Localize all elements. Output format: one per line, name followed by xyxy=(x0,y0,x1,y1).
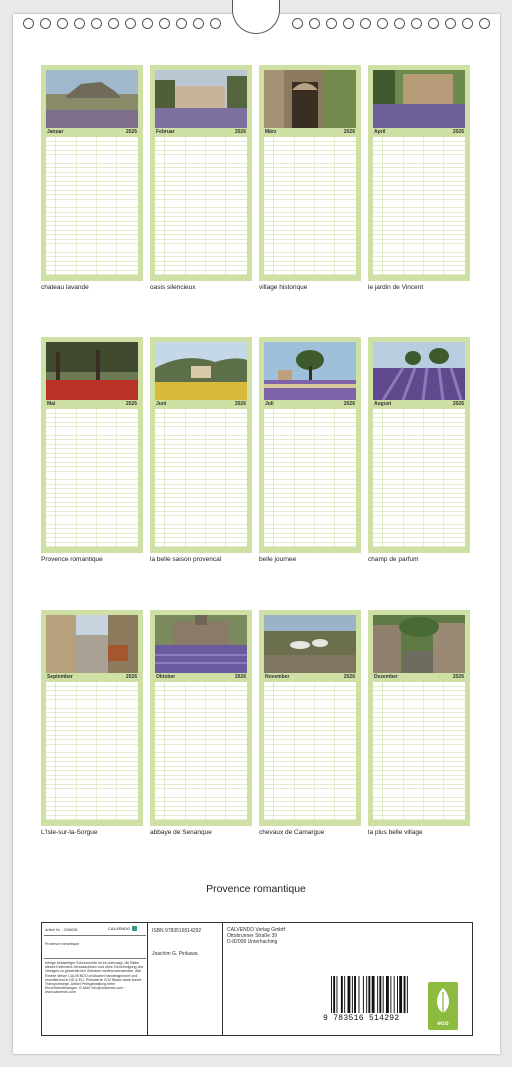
month-photo xyxy=(46,70,138,128)
month-header xyxy=(373,401,465,408)
month-caption: la belle saison provencal xyxy=(150,556,222,563)
month-photo xyxy=(264,70,356,128)
divider xyxy=(44,935,146,936)
month-panel xyxy=(259,610,361,836)
binding-hole xyxy=(360,18,371,29)
month-header xyxy=(264,674,356,681)
barcode-bar xyxy=(397,976,398,1013)
month-caption: oasis silencieux xyxy=(150,284,196,291)
month-header xyxy=(46,129,138,136)
barcode-bar xyxy=(386,976,389,1013)
month-name: Oktober xyxy=(156,674,176,680)
divider xyxy=(44,958,146,959)
month-year: 2026 xyxy=(452,401,464,407)
month-day-grid xyxy=(46,409,138,547)
month-caption: champ de parfum xyxy=(368,556,419,563)
barcode-bar xyxy=(337,976,338,1013)
month-day-grid xyxy=(155,137,247,275)
publisher-logo-text: CALVENDO xyxy=(108,926,131,931)
month-photo xyxy=(155,70,247,128)
month-year: 2026 xyxy=(125,674,137,680)
month-year: 2026 xyxy=(125,401,137,407)
publisher-address xyxy=(227,927,327,945)
barcode-bar xyxy=(344,976,345,1013)
barcode-bar xyxy=(379,976,381,1013)
month-header xyxy=(373,129,465,136)
binding-hole xyxy=(462,18,473,29)
barcode-bar xyxy=(352,976,353,1013)
binding-hole xyxy=(411,18,422,29)
barcode-bar xyxy=(404,976,406,1013)
month-name: August xyxy=(374,401,392,407)
info-column-left xyxy=(42,923,148,1035)
eco-label: eco xyxy=(437,1020,449,1027)
publisher-line: Ottobrunner Straße 39 xyxy=(227,933,278,939)
binding-hole xyxy=(125,18,136,29)
barcode-bar xyxy=(331,976,332,1013)
barcode-bar xyxy=(333,976,335,1013)
binding-hole xyxy=(74,18,85,29)
binding-hole xyxy=(91,18,102,29)
binding-hole xyxy=(210,18,221,29)
month-header xyxy=(373,674,465,681)
month-caption: la plus belle village xyxy=(368,829,423,836)
month-panel xyxy=(368,337,470,563)
month-name: März xyxy=(265,129,277,135)
month-photo xyxy=(46,615,138,673)
binding-hole xyxy=(479,18,490,29)
barcode-bar xyxy=(372,976,375,1013)
month-name: Dezember xyxy=(374,674,398,680)
author: Joachim G. Pinkawa xyxy=(152,951,198,957)
binding-hole xyxy=(394,18,405,29)
month-day-grid xyxy=(46,137,138,275)
month-name: November xyxy=(265,674,290,680)
month-caption: chevaux de Camargue xyxy=(259,829,325,836)
month-header xyxy=(46,401,138,408)
month-caption: Provence romantique xyxy=(41,556,103,563)
month-name: Mai xyxy=(47,401,56,407)
barcode-bar xyxy=(399,976,402,1013)
logo-square-icon xyxy=(132,926,137,931)
month-photo xyxy=(264,615,356,673)
month-photo xyxy=(264,342,356,400)
month-header xyxy=(46,674,138,681)
binding-hole xyxy=(309,18,320,29)
month-year: 2026 xyxy=(234,129,246,135)
month-year: 2026 xyxy=(234,674,246,680)
leaf-icon xyxy=(433,986,453,1016)
barcode-bar xyxy=(407,976,408,1013)
month-panel xyxy=(150,337,252,563)
binding-hole xyxy=(292,18,303,29)
month-panel xyxy=(41,610,143,836)
month-photo xyxy=(373,342,465,400)
month-panel xyxy=(259,337,361,563)
binding-hole xyxy=(40,18,51,29)
month-header xyxy=(155,129,247,136)
month-name: September xyxy=(47,674,73,680)
month-panel xyxy=(368,65,470,291)
barcode-bar xyxy=(359,976,360,1013)
month-year: 2026 xyxy=(343,401,355,407)
binding-hole xyxy=(57,18,68,29)
month-panel xyxy=(368,610,470,836)
month-caption: chateau lavande xyxy=(41,284,89,291)
binding-hole xyxy=(326,18,337,29)
article-number: Artikel Nr. : 2066026 xyxy=(45,928,78,932)
month-day-grid xyxy=(46,682,138,820)
barcode-bar xyxy=(366,976,367,1013)
barcode-bar xyxy=(354,976,356,1013)
barcode-bar xyxy=(390,976,391,1013)
barcode-digits: 9 783516 514292 xyxy=(323,1014,400,1023)
month-photo xyxy=(373,615,465,673)
month-day-grid xyxy=(264,137,356,275)
month-day-grid xyxy=(264,682,356,820)
barcode-bar xyxy=(341,976,343,1013)
publisher-line: D-82008 Unterhaching xyxy=(227,939,278,945)
binding-hole xyxy=(159,18,170,29)
month-year: 2026 xyxy=(343,674,355,680)
binding-hole xyxy=(377,18,388,29)
barcode xyxy=(323,976,423,1022)
binding-hole xyxy=(108,18,119,29)
calendar-title: Provence romantique xyxy=(206,883,306,895)
binding-hole xyxy=(445,18,456,29)
month-header xyxy=(155,401,247,408)
binding-hole xyxy=(23,18,34,29)
month-name: Februar xyxy=(156,129,175,135)
barcode-bar xyxy=(368,976,370,1013)
month-caption: belle journee xyxy=(259,556,297,563)
binding-hole xyxy=(193,18,204,29)
binding-hole xyxy=(176,18,187,29)
month-year: 2026 xyxy=(125,129,137,135)
month-year: 2026 xyxy=(234,401,246,407)
month-year: 2026 xyxy=(452,129,464,135)
month-day-grid xyxy=(155,682,247,820)
binding-hole xyxy=(343,18,354,29)
month-photo xyxy=(46,342,138,400)
publisher-line: CALVENDO Verlag GmbH xyxy=(227,927,286,933)
month-year: 2026 xyxy=(452,674,464,680)
month-caption: abbaye de Senanque xyxy=(150,829,212,836)
month-header xyxy=(155,674,247,681)
month-caption: le jardin de Vincent xyxy=(368,284,424,291)
month-photo xyxy=(155,342,247,400)
month-day-grid xyxy=(373,137,465,275)
isbn: ISBN 9783516514292 xyxy=(152,928,202,934)
month-panel xyxy=(41,65,143,291)
binding-hole xyxy=(142,18,153,29)
eco-badge xyxy=(428,982,458,1030)
short-title: Provence romantique xyxy=(45,942,80,946)
barcode-bars xyxy=(331,976,423,1013)
month-name: Juni xyxy=(156,401,167,407)
barcode-bar xyxy=(383,976,384,1013)
month-day-grid xyxy=(373,409,465,547)
barcode-bar xyxy=(363,976,364,1013)
month-name: April xyxy=(374,129,386,135)
month-caption: L'Isle-sur-la-Sorgue xyxy=(41,829,98,836)
month-photo xyxy=(373,70,465,128)
month-panel xyxy=(259,65,361,291)
barcode-bar xyxy=(394,976,395,1013)
month-year: 2026 xyxy=(343,129,355,135)
info-column-middle xyxy=(149,923,223,1035)
month-panel xyxy=(150,65,252,291)
month-caption: village historique xyxy=(259,284,308,291)
month-name: Januar xyxy=(47,129,64,135)
month-photo xyxy=(155,615,247,673)
month-header xyxy=(264,401,356,408)
month-name: Juli xyxy=(265,401,274,407)
barcode-bar xyxy=(377,976,378,1013)
month-day-grid xyxy=(264,409,356,547)
month-day-grid xyxy=(373,682,465,820)
month-header xyxy=(264,129,356,136)
month-panel xyxy=(150,610,252,836)
binding-hole xyxy=(428,18,439,29)
barcode-bar xyxy=(348,976,351,1013)
publisher-logo xyxy=(108,926,146,932)
month-panel xyxy=(41,337,143,563)
month-day-grid xyxy=(155,409,247,547)
legal-notice: Infolge beidseitiger Schutzrechte ist es untersagt, die Bilder dieses Kalenders herauszulösen und ohne Genehmigung des Verlages zu gewerblichen Zwecken weiterzuverwenden. Alle Rechte dieser CALVENDO produziert handelsgerecht und annullierend in DE & EU. Preiswerte CO2 Bilanz dank kurzer Transportwege. Artikel Preisgestaltung beim Einzelhändlerwegen. E-Mail: info@calvendo.com · www.calvendo.com xyxy=(45,961,144,995)
